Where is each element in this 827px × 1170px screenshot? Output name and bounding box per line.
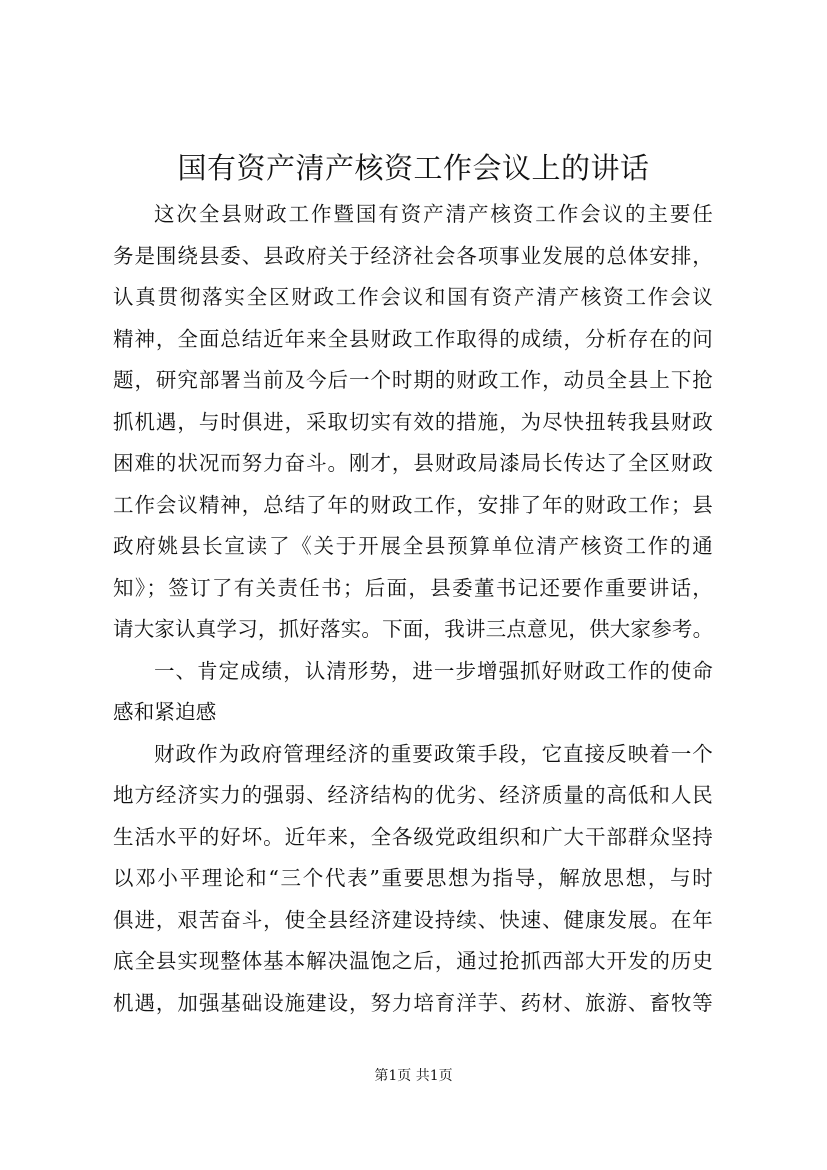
text-line: 精神，全面总结近年来全县财政工作取得的成绩，分析存在的问 — [113, 326, 713, 351]
text-line: 工作会议精神，总结了年的财政工作，安排了年的财政工作；县 — [113, 492, 713, 517]
text-line: 务是围绕县委、县政府关于经济社会各项事业发展的总体安排， — [113, 243, 713, 268]
page-footer: 第1页 共1页 — [374, 1068, 453, 1084]
text-line: 认真贯彻落实全区财政工作会议和国有资产清产核资工作会议 — [113, 285, 713, 309]
text-line: 财政作为政府管理经济的重要政策手段，它直接反映着一个 — [154, 741, 713, 766]
page-title: 国有资产清产核资工作会议上的讲话 — [177, 151, 650, 185]
text-line: 这次全县财政工作暨国有资产清产核资工作会议的主要任 — [154, 202, 713, 226]
text-line: 感和紧迫感 — [113, 700, 217, 724]
text-line: 题，研究部署当前及今后一个时期的财政工作，动员全县上下抢 — [113, 368, 713, 392]
text-line: 知》；签订了有关责任书；后面，县委董书记还要作重要讲话， — [113, 575, 713, 600]
text-line: 抓机遇，与时俱进，采取切实有效的措施，为尽快扭转我县财政 — [113, 409, 713, 434]
text-line: 底全县实现整体基本解决温饱之后，通过抢抓西部大开发的历史 — [113, 949, 713, 973]
text-line: 请大家认真学习，抓好落实。下面，我讲三点意见，供大家参考。 — [113, 617, 714, 641]
text-line: 生活水平的好坏。近年来，全各级党政组织和广大干部群众坚持 — [113, 824, 713, 849]
text-line: 困难的状况而努力奋斗。刚才，县财政局漆局长传达了全区财政 — [113, 451, 713, 475]
text-line: 以邓小平理论和“三个代表”重要思想为指导，解放思想，与时 — [113, 866, 713, 890]
text-line: 政府姚县长宣读了《关于开展全县预算单位清产核资工作的通 — [113, 534, 713, 558]
text-line: 机遇，加强基础设施建设，努力培育洋芋、药材、旅游、畜牧等 — [113, 990, 713, 1015]
document-body — [113, 194, 713, 1024]
text-line: 一、肯定成绩，认清形势，进一步增强抓好财政工作的使命 — [154, 658, 713, 683]
text-line: 地方经济实力的强弱、经济结构的优劣、经济质量的高低和人民 — [113, 783, 713, 807]
text-line: 俱进，艰苦奋斗，使全县经济建设持续、快速、健康发展。在年 — [113, 907, 713, 932]
